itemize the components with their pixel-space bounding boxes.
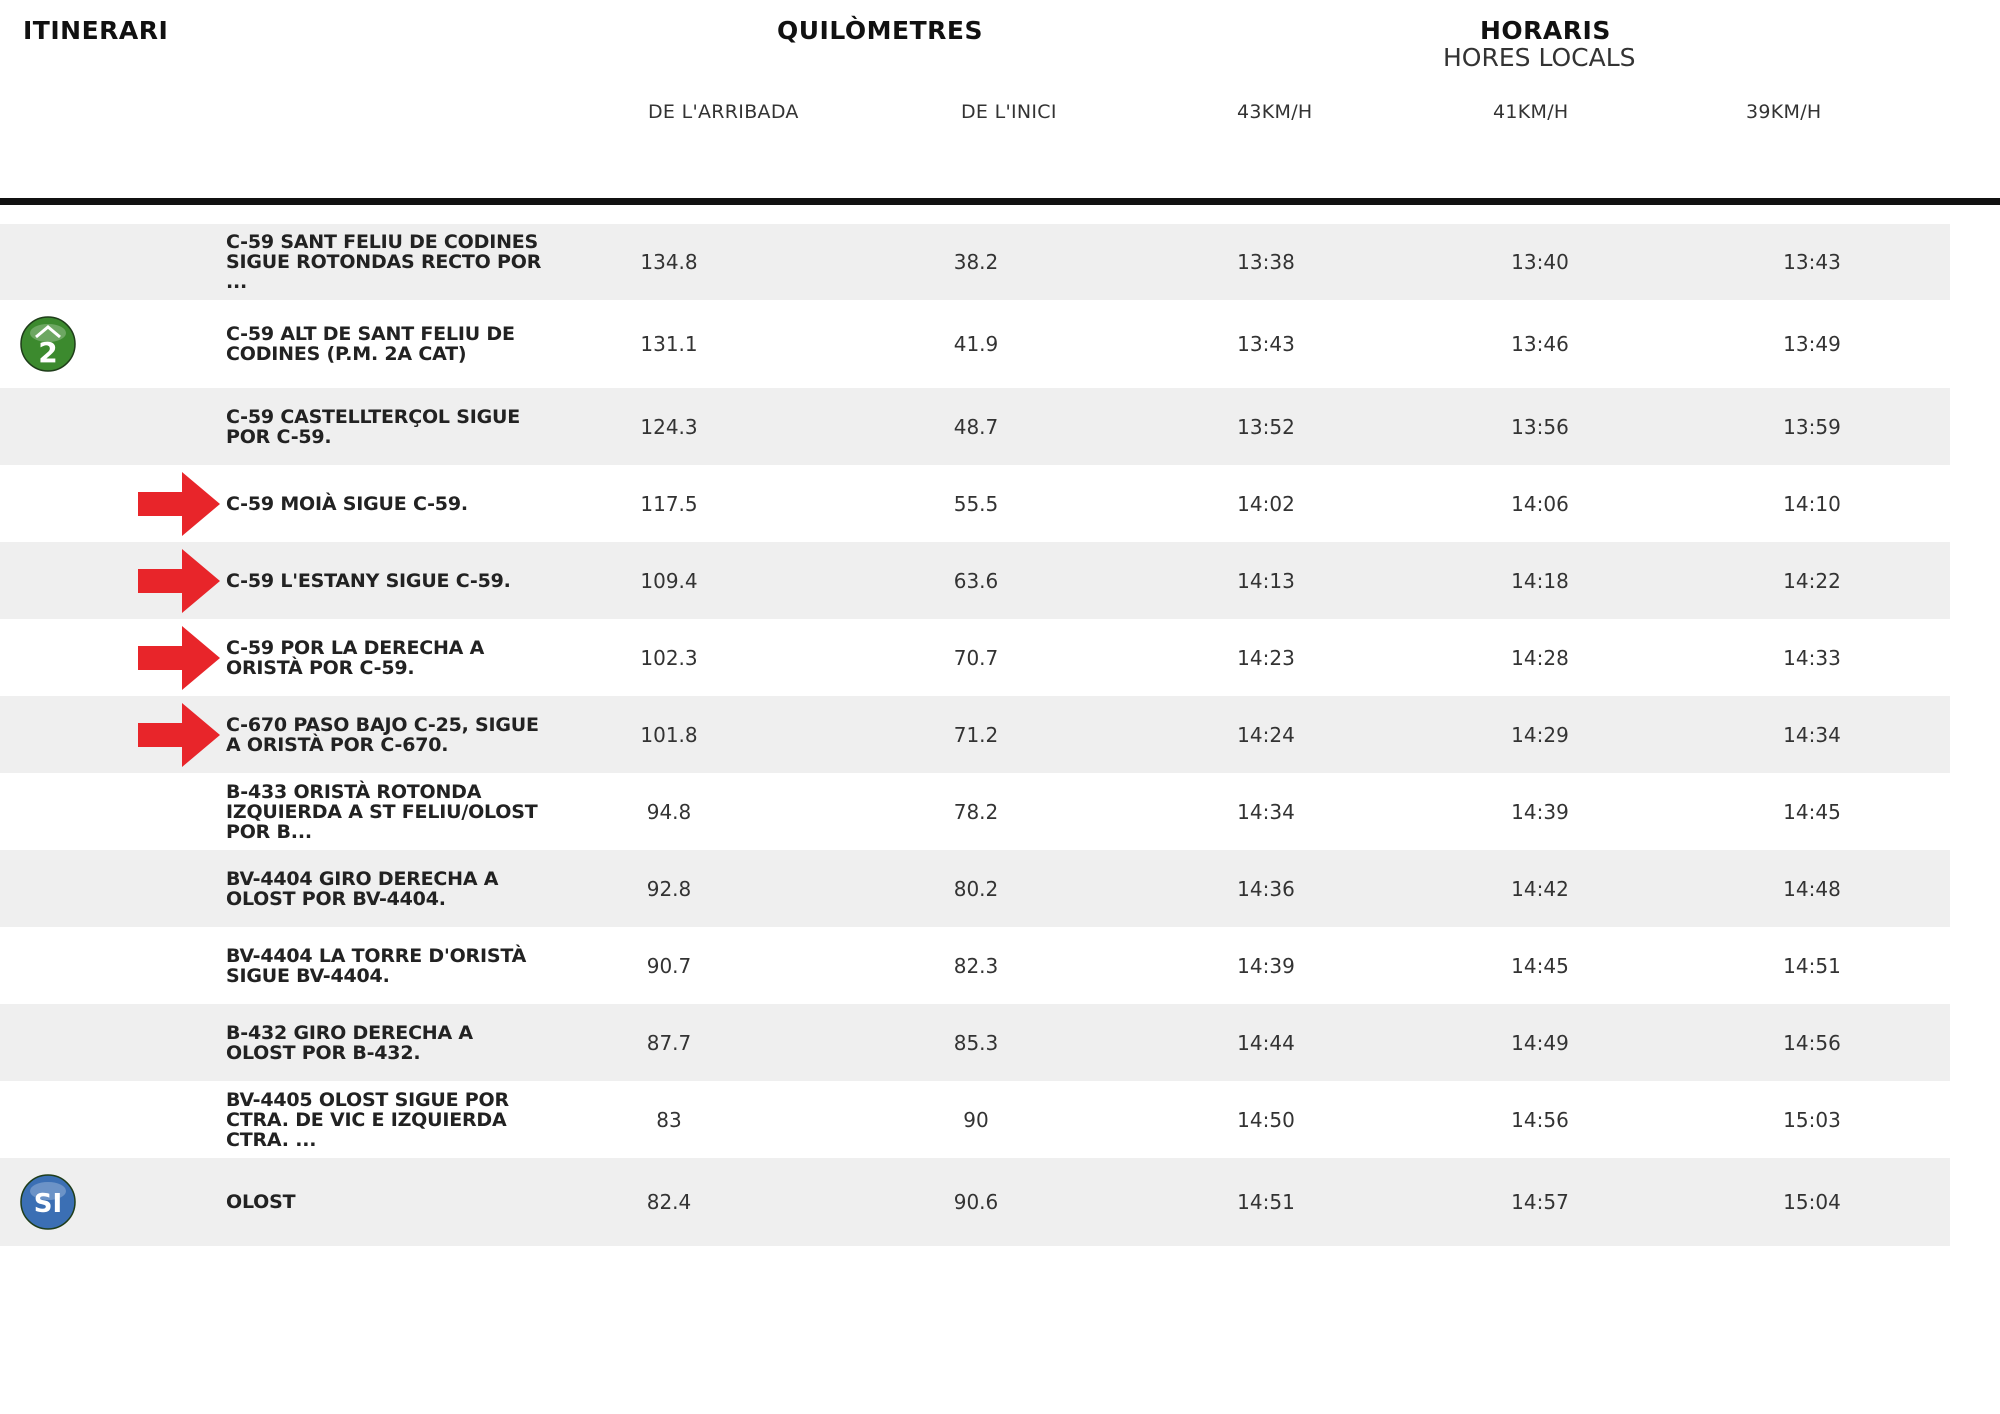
itinerari-heading: ITINERARI: [23, 16, 169, 45]
route-description: C-59 CASTELLTERÇOL SIGUE POR C-59.: [226, 405, 521, 448]
red-arrow-icon: [138, 549, 220, 613]
red-arrow-icon: [138, 703, 220, 767]
col-39kmh: 39KM/H: [1746, 101, 1822, 123]
cell-arribada: 94.8: [646, 799, 692, 824]
cell-t43: 14:51: [1237, 1190, 1295, 1214]
cell-inici: 38.2: [953, 250, 999, 274]
red-arrow-icon: [138, 472, 220, 536]
cell-t39: 15:03: [1783, 1107, 1841, 1132]
route-description: C-59 ALT DE SANT FELIU DE CODINES (P.M. 2A CAT): [226, 323, 515, 365]
cell-t41: 14:49: [1511, 1030, 1569, 1055]
cell-t39: 14:10: [1783, 491, 1841, 516]
badge-label: SI: [33, 1189, 63, 1219]
cell-t41: 14:56: [1511, 1107, 1569, 1132]
cell-inici: 55.5: [953, 491, 999, 516]
cell-inici: 71.2: [953, 722, 999, 747]
cell-t39: 13:43: [1783, 250, 1841, 274]
route-description: BV-4405 OLOST SIGUE POR CTRA. DE VIC E IZQUIERDA CTRA. ...: [226, 1088, 509, 1151]
cell-t43: 14:50: [1237, 1107, 1295, 1132]
col-de-larribada: DE L'ARRIBADA: [648, 101, 799, 123]
cell-arribada: 124.3: [640, 414, 698, 439]
badge-label: 2: [38, 336, 58, 369]
cell-t43: 14:36: [1237, 876, 1295, 901]
cell-t41: 14:42: [1511, 876, 1569, 901]
cell-arribada: 131.1: [640, 332, 698, 356]
cell-inici: 41.9: [953, 332, 999, 356]
cell-t41: 14:39: [1511, 799, 1569, 824]
cell-t41: 14:57: [1511, 1190, 1569, 1214]
cell-inici: 48.7: [953, 414, 999, 439]
cell-t41: 13:46: [1511, 332, 1569, 356]
route-description: B-433 ORISTÀ ROTONDA IZQUIERDA A ST FELIU/OLOST POR B...: [226, 780, 538, 843]
cell-t43: 13:52: [1237, 414, 1295, 439]
cell-inici: 63.6: [953, 568, 999, 593]
cell-t39: 14:56: [1783, 1030, 1841, 1055]
route-description: BV-4404 LA TORRE D'ORISTÀ SIGUE BV-4404.: [226, 944, 527, 987]
cell-t39: 13:49: [1783, 332, 1841, 356]
col-de-linici: DE L'INICI: [961, 101, 1057, 123]
cell-t43: 13:38: [1237, 250, 1295, 274]
cell-inici: 78.2: [953, 799, 999, 824]
cell-arribada: 134.8: [640, 250, 698, 274]
cell-arribada: 83: [656, 1107, 682, 1132]
cell-arribada: 87.7: [646, 1030, 692, 1055]
mountain-pass-icon: [19, 315, 77, 373]
cell-arribada: 109.4: [640, 568, 698, 593]
sprint-icon: [19, 1173, 77, 1231]
cell-arribada: 90.7: [646, 953, 692, 978]
route-description: C-59 L'ESTANY SIGUE C-59.: [226, 569, 511, 592]
route-description: C-670 PASO BAJO C-25, SIGUE A ORISTÀ POR C-670.: [226, 713, 539, 756]
cell-t39: 14:22: [1783, 568, 1841, 593]
cell-t39: 14:45: [1783, 799, 1841, 824]
cell-t39: 14:48: [1783, 876, 1841, 901]
cell-inici: 70.7: [953, 645, 999, 670]
cell-t43: 14:24: [1237, 722, 1295, 747]
cell-arribada: 82.4: [646, 1190, 692, 1214]
cell-inici: 80.2: [953, 876, 999, 901]
red-arrow-icon: [138, 626, 220, 690]
hores-locals-subheading: HORES LOCALS: [1443, 43, 1636, 72]
cell-inici: 90: [963, 1107, 989, 1132]
cell-t43: 14:02: [1237, 491, 1295, 516]
cell-inici: 82.3: [953, 953, 999, 978]
cell-t39: 14:34: [1783, 722, 1841, 747]
cell-arribada: 117.5: [640, 491, 698, 516]
cell-t41: 14:29: [1511, 722, 1569, 747]
horaris-heading: HORARIS: [1480, 16, 1611, 45]
cell-t43: 14:13: [1237, 568, 1295, 593]
cell-inici: 85.3: [953, 1030, 999, 1055]
cell-t43: 13:43: [1237, 332, 1295, 356]
route-description: C-59 SANT FELIU DE CODINES SIGUE ROTONDAS RECTO POR ...: [226, 231, 542, 293]
cell-t41: 14:06: [1511, 491, 1569, 516]
cell-t43: 14:34: [1237, 799, 1295, 824]
cell-t39: 14:51: [1783, 953, 1841, 978]
col-43kmh: 43KM/H: [1237, 101, 1313, 123]
cell-t41: 14:45: [1511, 953, 1569, 978]
header-divider: [0, 198, 2000, 205]
route-description: C-59 POR LA DERECHA A ORISTÀ POR C-59.: [226, 636, 485, 679]
route-description: OLOST: [226, 1191, 296, 1213]
cell-arribada: 92.8: [646, 876, 692, 901]
cell-arribada: 102.3: [640, 645, 698, 670]
cell-t41: 14:18: [1511, 568, 1569, 593]
cell-t43: 14:39: [1237, 953, 1295, 978]
cell-t41: 13:56: [1511, 414, 1569, 439]
cell-arribada: 101.8: [640, 722, 698, 747]
cell-t41: 14:28: [1511, 645, 1569, 670]
cell-t39: 15:04: [1783, 1190, 1841, 1214]
route-description: BV-4404 GIRO DERECHA A OLOST POR BV-4404.: [226, 867, 499, 910]
cell-t43: 14:23: [1237, 645, 1295, 670]
cell-inici: 90.6: [953, 1190, 999, 1214]
cell-t43: 14:44: [1237, 1030, 1295, 1055]
col-41kmh: 41KM/H: [1493, 101, 1569, 123]
route-description: C-59 MOIÀ SIGUE C-59.: [226, 492, 468, 515]
quilometres-heading: QUILÒMETRES: [777, 16, 983, 45]
route-description: B-432 GIRO DERECHA A OLOST POR B-432.: [226, 1021, 473, 1064]
cell-t39: 13:59: [1783, 414, 1841, 439]
cell-t39: 14:33: [1783, 645, 1841, 670]
cell-t41: 13:40: [1511, 250, 1569, 274]
